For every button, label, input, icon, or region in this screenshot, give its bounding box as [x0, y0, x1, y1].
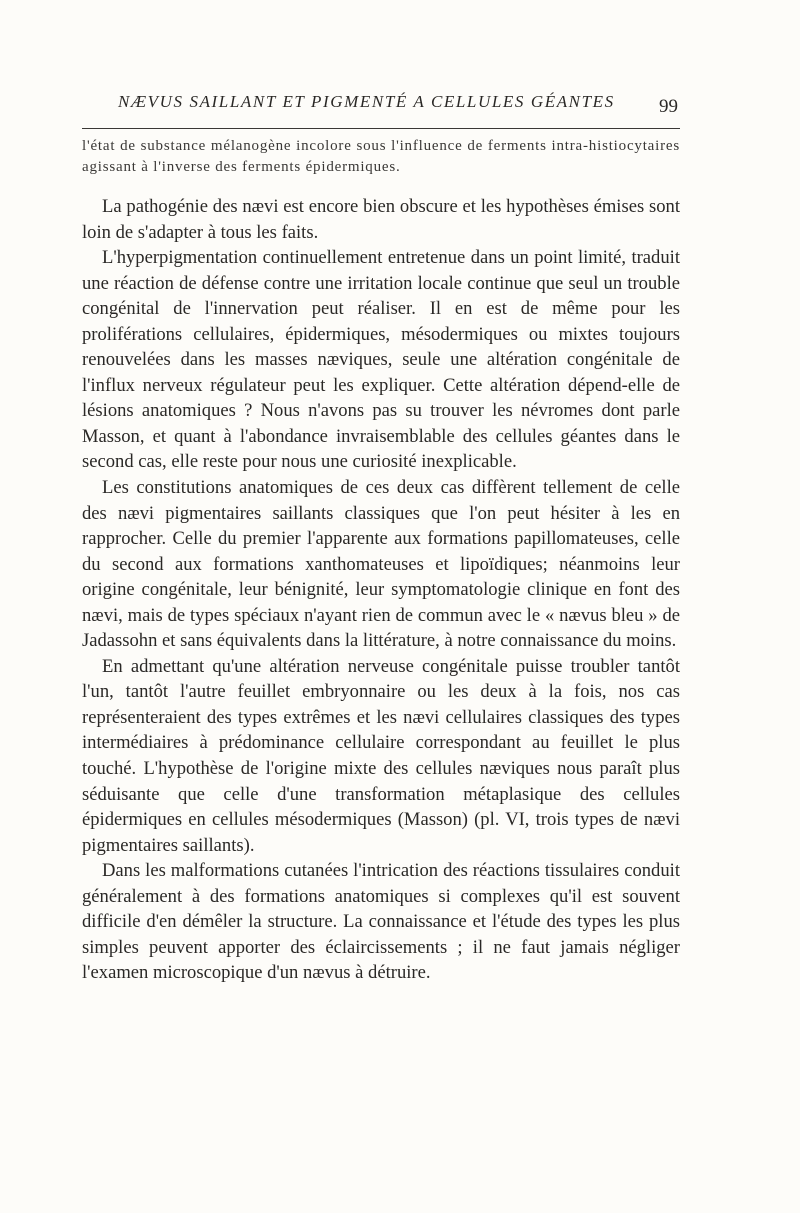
paragraph-5: Dans les malformations cutanées l'intrication des réactions tissulaires conduit généralement à des formations anatomiques si complexes qu'il est souvent difficile d'en démêler la structure. La connaissance et l'étude des types les plus simples peuvent apporter des éclaircissements ; il ne faut jamais négliger l'examen microscopique d'un nævus à détruire. [82, 860, 680, 984]
page-header [82, 88, 680, 118]
body-text [82, 194, 680, 986]
continued-note: l'état de substance mélanogène incolore sous l'influence de ferments intra-histiocytaires agissant à l'inverse des ferments épidermiques. [82, 138, 680, 175]
header-rule [82, 128, 680, 129]
paragraph-2: L'hyperpigmentation continuellement entretenue dans un point limité, traduit une réaction de défense contre une irritation locale continue que seul un trouble congénital de l'innervation peut réaliser. Il en est de même pour les proliférations cellulaires, épidermiques, mésodermiques ou mixtes toujours renouvelées dans les masses næviques, seule une altération congénitale de l'influx nerveux régulateur peut les expliquer. Cette altération dépend-elle de lésions anatomiques ? Nous n'avons pas su trouver les névromes dont parle Masson, et quant à l'abondance invraisemblable des cellules géantes dans le second cas, elle reste pour nous une curiosité inexplicable. [82, 247, 680, 473]
page-number: 99 [659, 96, 678, 117]
paragraph-3: Les constitutions anatomiques de ces deux cas diffèrent tellement de celle des nævi pigmentaires saillants classiques que l'on peut hésiter à les en rapprocher. Celle du premier l'apparente aux formations papillomateuses, celle du second aux formations xanthomateuses et lipoïdiques; néanmoins leur origine congénitale, leur bénignité, leur symptomatologie clinique en font des nævi, mais de types spéciaux n'ayant rien de commun avec le « nævus bleu » de Jadassohn et sans équivalents dans la littérature, à notre connaissance du moins. [82, 477, 680, 652]
paragraph-1: La pathogénie des nævi est encore bien obscure et les hypothèses émises sont loin de s'adapter à tous les faits. [82, 196, 680, 243]
running-title: NÆVUS SAILLANT ET PIGMENTÉ A CELLULES GÉANTES [118, 92, 615, 111]
paragraph-4: En admettant qu'une altération nerveuse congénitale puisse troubler tantôt l'un, tantôt l'autre feuillet embryonnaire ou les deux à la fois, nos cas représenteraient des types extrêmes et les nævi cellulaires classiques des types intermédiaires à prédominance cellulaire correspondant au feuillet le plus touché. L'hypothèse de l'origine mixte des cellules næviques nous paraît plus séduisante que celle d'une transformation métaplasique des cellules épidermiques en cellules mésodermiques (Masson) (pl. VI, trois types de nævi pigmentaires saillants). [82, 655, 680, 856]
book-page [82, 88, 680, 984]
